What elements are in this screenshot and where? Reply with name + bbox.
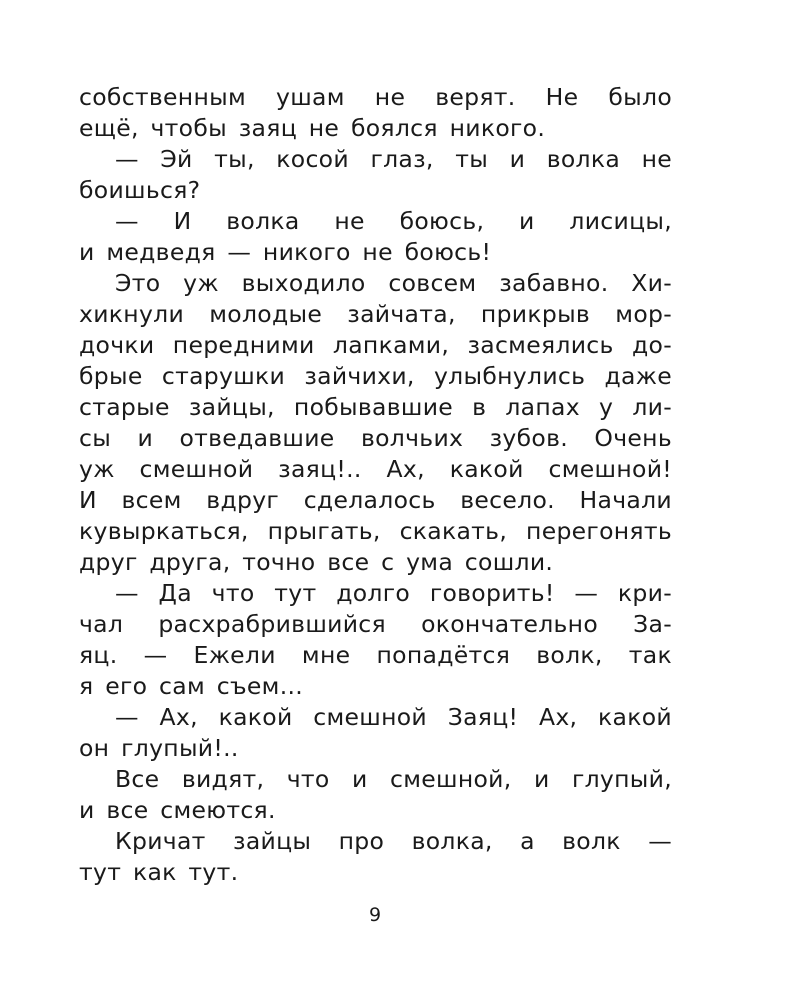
text-line: друг друга, точно все с ума сошли. — [79, 548, 554, 576]
text-line: дочки передними лапками, засмеялись до- — [79, 331, 672, 359]
text-line: уж смешной заяц!.. Ах, какой смешной! — [79, 455, 672, 483]
text-line: старые зайцы, побывавшие в лапах у ли- — [79, 393, 672, 421]
text-line: — Ах, какой смешной Заяц! Ах, какой — [115, 703, 672, 731]
text-line: чал расхрабрившийся окончательно За- — [79, 610, 672, 638]
text-line: яц. — Ежели мне попадётся волк, так — [79, 641, 672, 669]
text-line: — Эй ты, косой глаз, ты и волка не — [115, 145, 672, 173]
text-line: и медведя — никого не боюсь! — [79, 238, 492, 266]
text-line: собственным ушам не верят. Не было — [79, 83, 672, 111]
text-line: сы и отведавшие волчьих зубов. Очень — [79, 424, 672, 452]
text-line: — Да что тут долго говорить! — кри- — [115, 579, 672, 607]
text-line: он глупый!.. — [79, 734, 239, 762]
body-text — [79, 82, 672, 888]
text-line: тут как тут. — [79, 858, 239, 886]
page-number: 9 — [368, 904, 382, 926]
text-line: я его сам съем... — [79, 672, 303, 700]
text-line: боишься? — [79, 176, 201, 204]
text-line: хикнули молодые зайчата, прикрыв мор- — [79, 300, 672, 328]
text-line: ещё, чтобы заяц не боялся никого. — [79, 114, 546, 142]
text-line: Это уж выходило совсем забавно. Хи- — [115, 269, 672, 297]
text-line: — И волка не боюсь, и лисицы, — [115, 207, 672, 235]
text-line: Все видят, что и смешной, и глупый, — [115, 765, 672, 793]
text-line: и все смеются. — [79, 796, 276, 824]
text-line: Кричат зайцы про волка, а волк — — [115, 827, 672, 855]
text-line: И всем вдруг сделалось весело. Начали — [79, 486, 672, 514]
text-line: кувыркаться, прыгать, скакать, перегонять — [79, 517, 672, 545]
text-line: брые старушки зайчихи, улыбнулись даже — [79, 362, 672, 390]
